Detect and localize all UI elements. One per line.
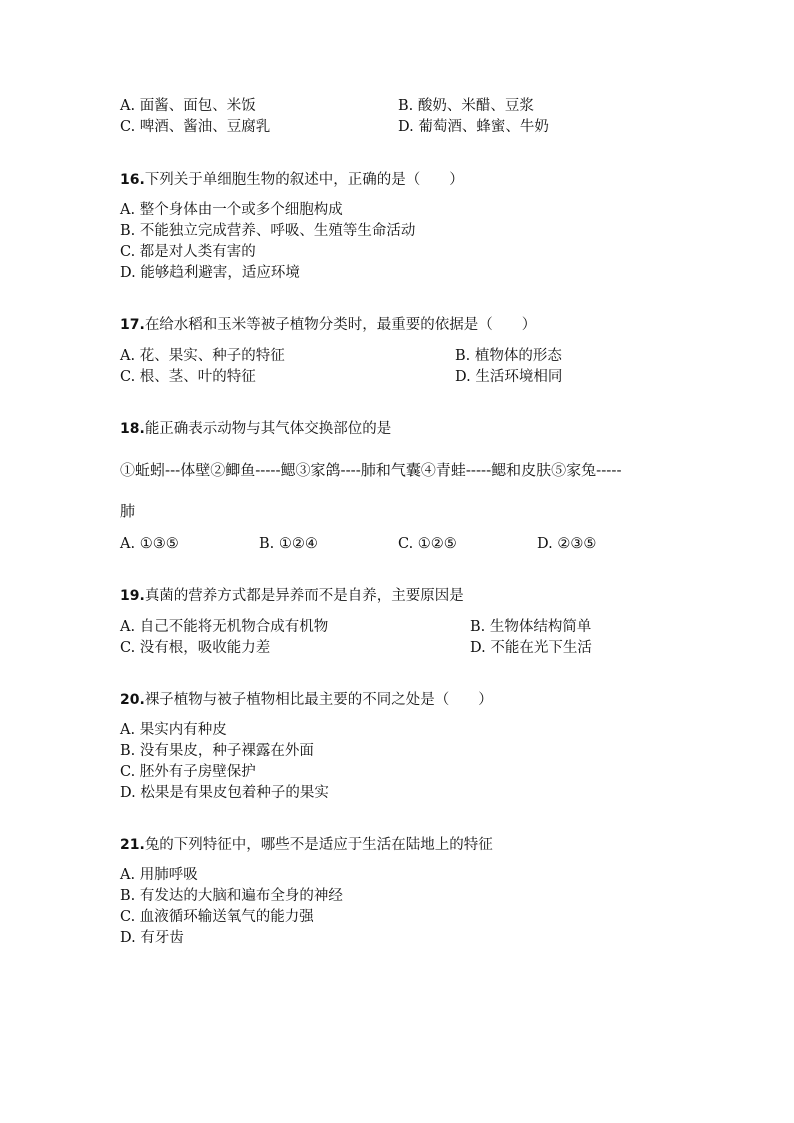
- q17-number: 17.: [120, 317, 145, 333]
- q17-option-d: D. 生活环境相同: [455, 369, 563, 385]
- q19-stem: [120, 586, 464, 606]
- q17-text: 在给水稻和玉米等被子植物分类时，最重要的依据是（ ）: [144, 317, 537, 333]
- q18-stem: [120, 419, 391, 439]
- q20-text: 裸子植物与被子植物相比最主要的不同之处是（ ）: [144, 692, 493, 708]
- q21-number: 21.: [120, 837, 145, 853]
- q18-items-line1: ①蚯蚓---体壁②鲫鱼-----鳃③家鸽----肺和气囊④青蛙-----鳃和皮肤⑤家兔-----: [120, 461, 622, 479]
- q20-stem: [120, 690, 493, 710]
- q19-option-d: D. 不能在光下生活: [470, 640, 592, 656]
- q16-number: 16.: [120, 172, 145, 188]
- q19-option-a: A. 自己不能将无机物合成有机物: [120, 619, 329, 635]
- q15-option-c: C. 啤酒、酱油、豆腐乳: [120, 119, 271, 135]
- q20-number: 20.: [120, 692, 145, 708]
- q19-number: 19.: [120, 588, 145, 604]
- q17-option-b: B. 植物体的形态: [455, 348, 562, 364]
- q15-option-b: B. 酸奶、米醋、豆浆: [398, 98, 534, 114]
- q16-option-a: A. 整个身体由一个或多个细胞构成: [120, 202, 343, 218]
- q16-text: 下列关于单细胞生物的叙述中，正确的是（ ）: [144, 172, 464, 188]
- q16-option-d: D. 能够趋利避害，适应环境: [120, 265, 300, 281]
- q20-option-b: B. 没有果皮，种子裸露在外面: [120, 743, 314, 759]
- q17-stem: [120, 315, 536, 335]
- q21-stem: [120, 835, 493, 855]
- q21-option-d: D. 有牙齿: [120, 930, 184, 946]
- q17-option-c: C. 根、茎、叶的特征: [120, 369, 256, 385]
- q20-option-d: D. 松果是有果皮包着种子的果实: [120, 785, 329, 801]
- q19-option-c: C. 没有根，吸收能力差: [120, 640, 271, 656]
- q21-option-b: B. 有发达的大脑和遍布全身的神经: [120, 888, 343, 904]
- q18-number: 18.: [120, 421, 145, 437]
- q16-option-c: C. 都是对人类有害的: [120, 244, 256, 260]
- q18-option-c: C. ①②⑤: [398, 536, 457, 552]
- q18-option-d: D. ②③⑤: [537, 536, 597, 552]
- q15-option-d: D. 葡萄酒、蜂蜜、牛奶: [398, 119, 549, 135]
- q20-option-c: C. 胚外有子房壁保护: [120, 764, 256, 780]
- q21-option-c: C. 血液循环输送氧气的能力强: [120, 909, 314, 925]
- q18-option-b: B. ①②④: [259, 536, 318, 552]
- q21-text: 兔的下列特征中，哪些不是适应于生活在陆地上的特征: [144, 837, 493, 853]
- q18-option-a: A. ①③⑤: [120, 536, 179, 552]
- q19-text: 真菌的营养方式都是异养而不是自养，主要原因是: [144, 588, 464, 604]
- q16-stem: [120, 170, 464, 190]
- q18-text: 能正确表示动物与其气体交换部位的是: [144, 421, 392, 437]
- q16-option-b: B. 不能独立完成营养、呼吸、生殖等生命活动: [120, 223, 416, 239]
- q19-option-b: B. 生物体结构简单: [470, 619, 592, 635]
- q15-option-a: A. 面酱、面包、米饭: [120, 98, 256, 114]
- q17-option-a: A. 花、果实、种子的特征: [120, 348, 285, 364]
- q20-option-a: A. 果实内有种皮: [120, 722, 227, 738]
- q18-items-line2: 肺: [120, 502, 136, 520]
- q21-option-a: A. 用肺呼吸: [120, 867, 198, 883]
